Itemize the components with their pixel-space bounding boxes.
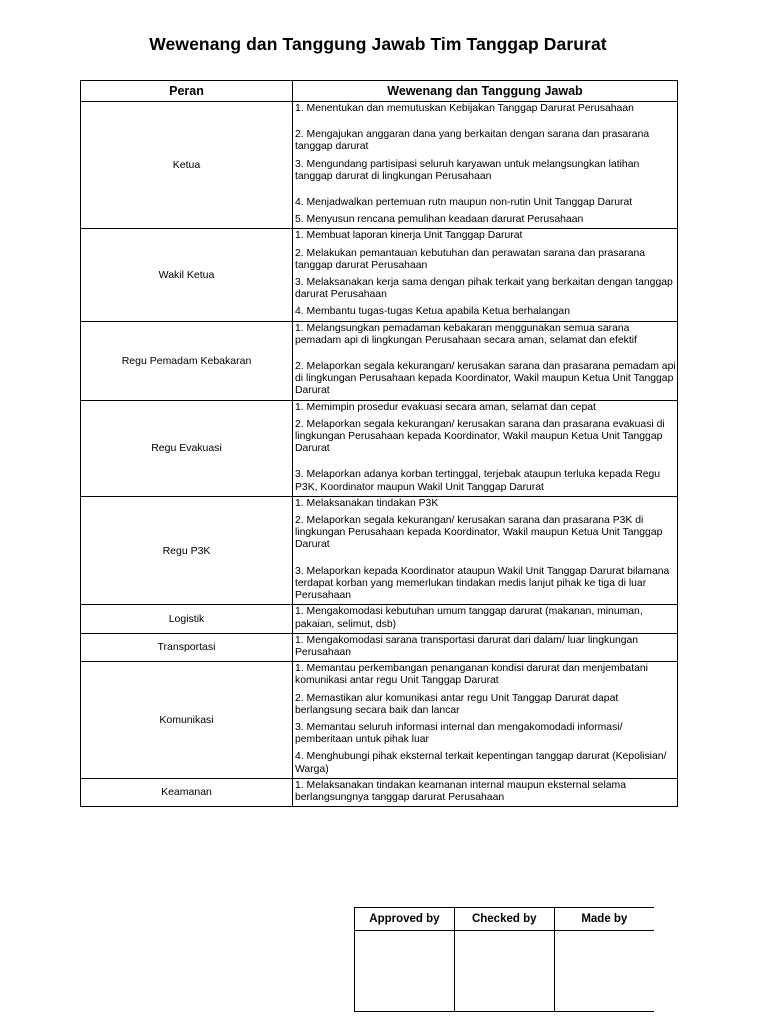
table-row [81, 633, 678, 661]
column-header-duties: Wewenang dan Tanggung Jawab [293, 81, 678, 102]
table-header-row [81, 81, 678, 102]
duty-item: 3. Melaksanakan kerja sama dengan pihak terkait yang berkaitan dengan tanggap darurat Perusahaan [295, 277, 673, 301]
duty-item: 3. Mengundang partisipasi seluruh karyawan untuk melangsungkan latihan tanggap darurat di lingkungan Perusahaan [295, 158, 640, 182]
duty-item: 1. Mengakomodasi kebutuhan umum tanggap darurat (makanan, minuman, pakaian, selimut, dsb) [295, 606, 643, 630]
role-cell: Transportasi [81, 633, 293, 661]
table-row [81, 496, 678, 604]
table-row [81, 229, 678, 321]
duty-item: 2. Melaporkan segala kekurangan/ kerusakan sarana dan prasarana pemadam api di lingkungan Perusahaan kepada Koordinator, Wakil maupun Ketua Unit Tanggap Darurat [295, 361, 676, 397]
checked-by-signature-box[interactable] [454, 931, 554, 1012]
duties-cell [293, 400, 678, 496]
page-title: Wewenang dan Tanggung Jawab Tim Tanggap Darurat [149, 34, 607, 54]
made-by-header: Made by [554, 908, 654, 931]
duty-item: 1. Mengakomodasi sarana transportasi darurat dari dalam/ luar lingkungan Perusahaan [295, 634, 639, 658]
signature-box-row [355, 931, 655, 1012]
responsibility-table [80, 80, 678, 807]
duty-item: 2. Melaporkan segala kekurangan/ kerusakan sarana dan prasarana P3K di lingkungan Perusahaan kepada Koordinator, Wakil maupun Ketua Unit Tanggap Darurat [295, 515, 663, 551]
duties-cell [293, 633, 678, 661]
duty-item: 4. Menjadwalkan pertemuan rutn maupun non-rutin Unit Tanggap Darurat [295, 197, 633, 209]
role-cell: Regu P3K [81, 496, 293, 604]
signature-table [354, 907, 654, 1012]
checked-by-header: Checked by [454, 908, 554, 931]
duty-item: 2. Melakukan pemantauan kebutuhan dan perawatan sarana dan prasarana tanggap darurat Perusahaan [295, 247, 646, 271]
duty-item: 2. Mengajukan anggaran dana yang berkaitan dengan sarana dan prasarana tanggap darurat [295, 129, 650, 153]
table-row [81, 321, 678, 400]
role-cell: Regu Evakuasi [81, 400, 293, 496]
duties-cell [293, 229, 678, 321]
duty-item: 1. Menentukan dan memutuskan Kebijakan Tanggap Darurat Perusahaan [295, 103, 634, 114]
duty-item: 1. Memantau perkembangan penanganan kondisi darurat dan menjembatani komunikasi antar regu Unit Tanggap Darurat [295, 663, 648, 687]
table-row [81, 662, 678, 779]
table-row [81, 605, 678, 633]
duty-item: 4. Membantu tugas-tugas Ketua apabila Ketua berhalangan [295, 306, 570, 318]
table-body [81, 102, 678, 807]
duties-cell [293, 778, 678, 806]
duty-item: 3. Melaporkan adanya korban tertinggal, terjebak ataupun terluka kepada Regu P3K, Koordinator maupun Wakil Unit Tanggap Darurat [295, 469, 661, 493]
duty-item: 1. Membuat laporan kinerja Unit Tanggap Darurat [295, 230, 523, 242]
role-cell: Regu Pemadam Kebakaran [81, 321, 293, 400]
duties-cell [293, 321, 678, 400]
role-cell: Keamanan [81, 778, 293, 806]
duty-item: 1. Melangsungkan pemadaman kebakaran menggunakan semua sarana pemadam api di lingkungan Perusahaan secara aman, selamat dan efektif [295, 322, 637, 346]
duties-cell [293, 662, 678, 779]
duties-cell [293, 102, 678, 229]
table-row [81, 102, 678, 229]
duties-cell [293, 605, 678, 633]
approved-by-header: Approved by [355, 908, 455, 931]
table-row [81, 400, 678, 496]
signature-header-row [355, 908, 655, 931]
duty-item: 2. Melaporkan segala kekurangan/ kerusakan sarana dan prasarana evakuasi di lingkungan Perusahaan kepada Koordinator, Wakil maupun Ketua Unit Tanggap Darurat [295, 418, 665, 455]
role-cell: Komunikasi [81, 662, 293, 779]
made-by-signature-box[interactable] [554, 931, 654, 1012]
role-cell: Logistik [81, 605, 293, 633]
duty-item: 5. Menyusun rencana pemulihan keadaan darurat Perusahaan [295, 214, 584, 226]
duty-item: 4. Menghubungi pihak eksternal terkait kepentingan tanggap darurat (Kepolisian/ Warga) [295, 751, 667, 775]
duties-cell [293, 496, 678, 604]
duty-item: 3. Memantau seluruh informasi internal dan mengakomodadi informasi/ pemberitaan untuk pihak luar [295, 721, 623, 746]
role-cell: Wakil Ketua [81, 229, 293, 321]
duty-item: 2. Memastikan alur komunikasi antar regu Unit Tanggap Darurat dapat berlangsung secara baik dan lancar [295, 692, 619, 716]
duty-item: 1. Melaksanakan tindakan keamanan internal maupun eksternal selama berlangsungnya tanggap darurat Perusahaan [295, 779, 626, 803]
role-cell: Ketua [81, 102, 293, 229]
table-row [81, 778, 678, 806]
column-header-role: Peran [81, 81, 293, 102]
approved-by-signature-box[interactable] [355, 931, 455, 1012]
duty-item: 1. Memimpin prosedur evakuasi secara aman, selamat dan cepat [295, 401, 596, 413]
duty-item: 3. Melaporkan kepada Koordinator ataupun Wakil Unit Tanggap Darurat bilamana terdapat korban yang memerlukan tindakan medis lanjut pihak ke tiga di luar Perusahaan [295, 565, 670, 602]
duty-item: 1. Melaksanakan tindakan P3K [295, 497, 439, 509]
